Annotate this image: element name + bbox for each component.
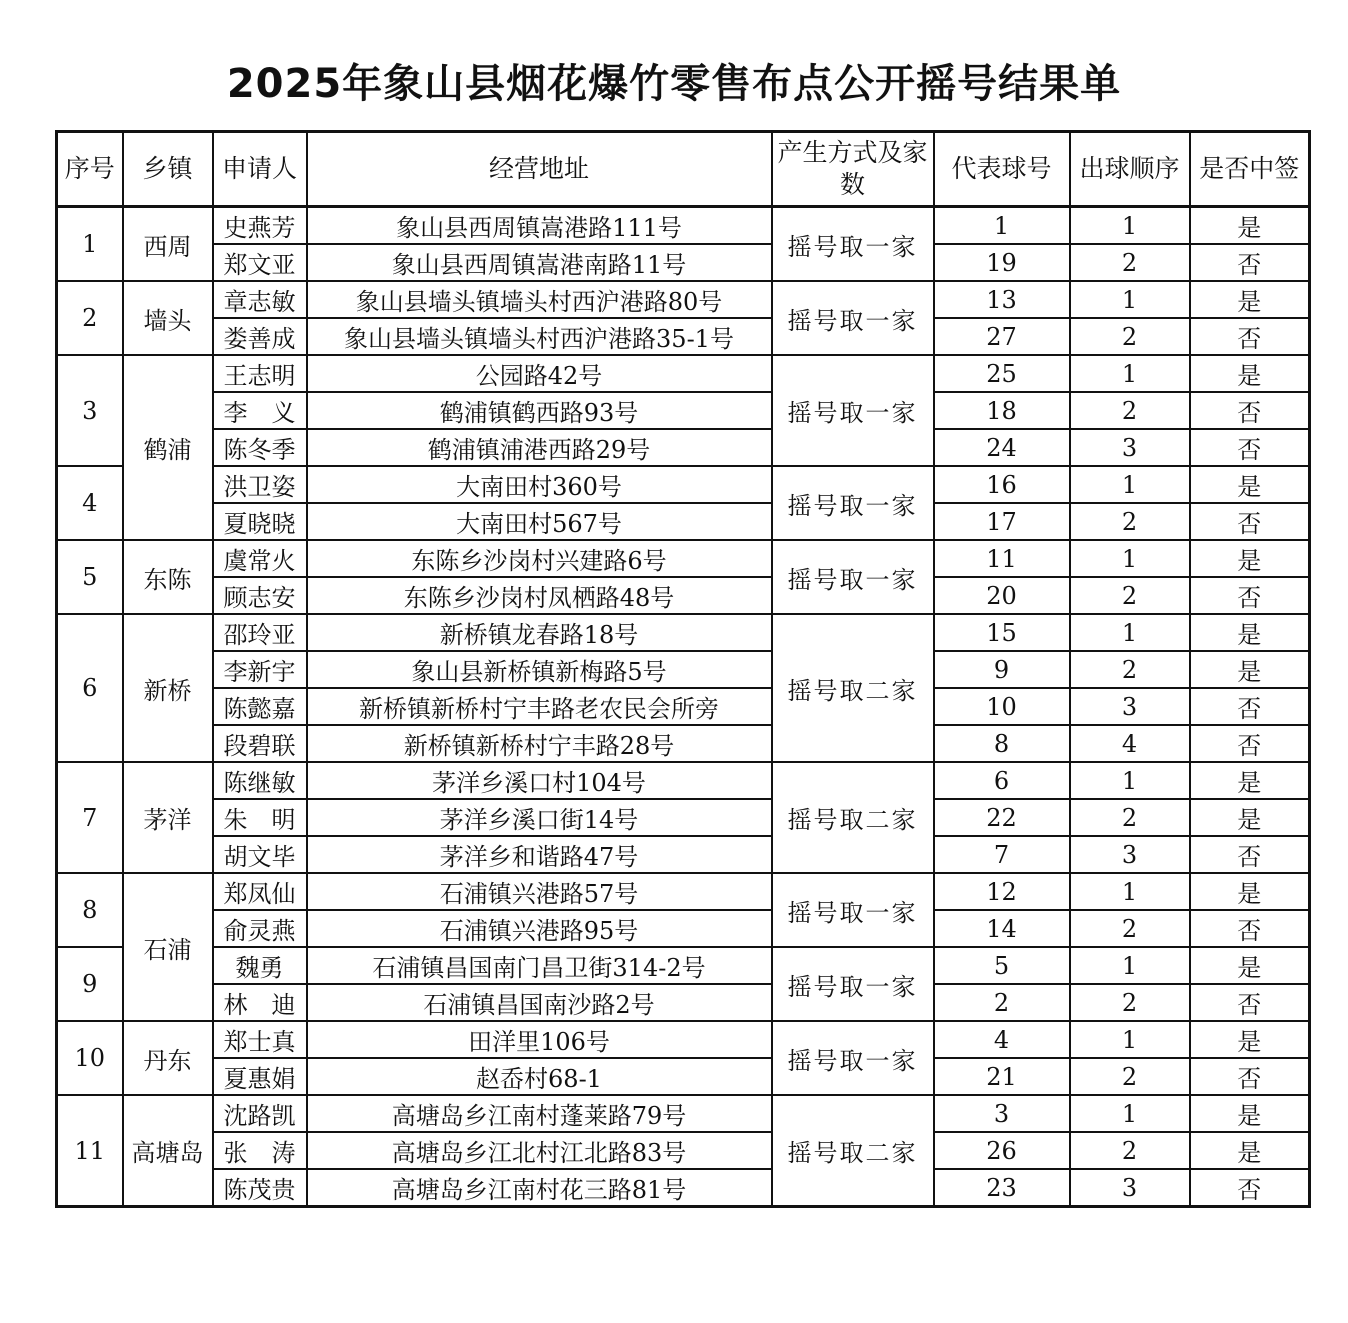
- cell-selected: 是: [1190, 873, 1310, 910]
- cell-ball: 6: [934, 762, 1070, 799]
- cell-ball: 15: [934, 614, 1070, 651]
- cell-method: 摇号取二家: [772, 1095, 934, 1207]
- cell-selected: 是: [1190, 651, 1310, 688]
- cell-order: 2: [1070, 984, 1190, 1021]
- cell-order: 1: [1070, 947, 1190, 984]
- cell-ball: 21: [934, 1058, 1070, 1095]
- cell-order: 3: [1070, 836, 1190, 873]
- cell-order: 1: [1070, 207, 1190, 245]
- table-row: [57, 318, 1310, 355]
- cell-selected: 是: [1190, 1021, 1310, 1058]
- cell-method: 摇号取一家: [772, 207, 934, 282]
- table-row: [57, 577, 1310, 614]
- table-row: [57, 651, 1310, 688]
- cell-ball: 14: [934, 910, 1070, 947]
- cell-no: 10: [57, 1021, 123, 1095]
- header-cell-order: 出球顺序: [1070, 132, 1190, 207]
- cell-applicant: 郑凤仙: [213, 873, 307, 910]
- table-row: [57, 762, 1310, 799]
- cell-address: 茅洋乡溪口街14号: [307, 799, 772, 836]
- cell-method: 摇号取二家: [772, 614, 934, 762]
- cell-no: 5: [57, 540, 123, 614]
- cell-order: 2: [1070, 1058, 1190, 1095]
- cell-applicant: 胡文毕: [213, 836, 307, 873]
- cell-selected: 是: [1190, 1132, 1310, 1169]
- cell-address: 象山县墙头镇墙头村西沪港路35-1号: [307, 318, 772, 355]
- table-row: [57, 466, 1310, 503]
- cell-selected: 是: [1190, 466, 1310, 503]
- cell-applicant: 史燕芳: [213, 207, 307, 245]
- lottery-result-table: [55, 130, 1311, 1208]
- cell-selected: 是: [1190, 281, 1310, 318]
- cell-town: 墙头: [123, 281, 213, 355]
- cell-address: 东陈乡沙岗村兴建路6号: [307, 540, 772, 577]
- cell-applicant: 朱 明: [213, 799, 307, 836]
- cell-ball: 25: [934, 355, 1070, 392]
- table-row: [57, 725, 1310, 762]
- cell-no: 8: [57, 873, 123, 947]
- cell-town: 石浦: [123, 873, 213, 1021]
- table-row: [57, 540, 1310, 577]
- cell-order: 1: [1070, 540, 1190, 577]
- cell-address: 高塘岛乡江南村蓬莱路79号: [307, 1095, 772, 1132]
- table-row: [57, 1169, 1310, 1207]
- cell-address: 大南田村360号: [307, 466, 772, 503]
- cell-order: 1: [1070, 1021, 1190, 1058]
- cell-order: 2: [1070, 503, 1190, 540]
- cell-applicant: 顾志安: [213, 577, 307, 614]
- cell-address: 新桥镇龙春路18号: [307, 614, 772, 651]
- cell-applicant: 李 义: [213, 392, 307, 429]
- table-body: [57, 207, 1310, 1207]
- table-row: [57, 503, 1310, 540]
- cell-selected: 否: [1190, 725, 1310, 762]
- cell-method: 摇号取一家: [772, 466, 934, 540]
- cell-selected: 是: [1190, 947, 1310, 984]
- cell-order: 1: [1070, 281, 1190, 318]
- cell-address: 石浦镇兴港路95号: [307, 910, 772, 947]
- table-row: [57, 614, 1310, 651]
- cell-applicant: 陈冬季: [213, 429, 307, 466]
- cell-selected: 否: [1190, 318, 1310, 355]
- table-row: [57, 910, 1310, 947]
- cell-applicant: 洪卫姿: [213, 466, 307, 503]
- cell-selected: 否: [1190, 836, 1310, 873]
- cell-selected: 否: [1190, 577, 1310, 614]
- table-row: [57, 836, 1310, 873]
- cell-town: 丹东: [123, 1021, 213, 1095]
- cell-selected: 否: [1190, 244, 1310, 281]
- cell-town: 新桥: [123, 614, 213, 762]
- cell-order: 2: [1070, 244, 1190, 281]
- cell-ball: 1: [934, 207, 1070, 245]
- cell-no: 4: [57, 466, 123, 540]
- cell-selected: 否: [1190, 984, 1310, 1021]
- cell-address: 石浦镇兴港路57号: [307, 873, 772, 910]
- cell-address: 鹤浦镇浦港西路29号: [307, 429, 772, 466]
- cell-selected: 是: [1190, 1095, 1310, 1132]
- header-cell-selected: 是否中签: [1190, 132, 1310, 207]
- cell-no: 2: [57, 281, 123, 355]
- cell-address: 高塘岛乡江南村花三路81号: [307, 1169, 772, 1207]
- table-row: [57, 429, 1310, 466]
- cell-address: 象山县西周镇嵩港路111号: [307, 207, 772, 245]
- cell-order: 2: [1070, 577, 1190, 614]
- cell-selected: 否: [1190, 688, 1310, 725]
- table-row: [57, 799, 1310, 836]
- cell-order: 1: [1070, 762, 1190, 799]
- cell-selected: 是: [1190, 762, 1310, 799]
- cell-order: 2: [1070, 910, 1190, 947]
- cell-order: 1: [1070, 873, 1190, 910]
- cell-selected: 否: [1190, 1058, 1310, 1095]
- cell-address: 赵岙村68-1: [307, 1058, 772, 1095]
- cell-ball: 3: [934, 1095, 1070, 1132]
- cell-order: 4: [1070, 725, 1190, 762]
- cell-ball: 23: [934, 1169, 1070, 1207]
- cell-applicant: 虞常火: [213, 540, 307, 577]
- table-row: [57, 688, 1310, 725]
- cell-selected: 否: [1190, 910, 1310, 947]
- cell-selected: 否: [1190, 392, 1310, 429]
- cell-order: 1: [1070, 1095, 1190, 1132]
- cell-no: 3: [57, 355, 123, 466]
- cell-address: 象山县新桥镇新梅路5号: [307, 651, 772, 688]
- cell-no: 11: [57, 1095, 123, 1207]
- cell-ball: 24: [934, 429, 1070, 466]
- cell-address: 石浦镇昌国南门昌卫街314-2号: [307, 947, 772, 984]
- cell-applicant: 俞灵燕: [213, 910, 307, 947]
- cell-applicant: 沈路凯: [213, 1095, 307, 1132]
- cell-applicant: 魏勇: [213, 947, 307, 984]
- cell-method: 摇号取一家: [772, 540, 934, 614]
- cell-address: 新桥镇新桥村宁丰路28号: [307, 725, 772, 762]
- cell-ball: 2: [934, 984, 1070, 1021]
- cell-no: 1: [57, 207, 123, 282]
- cell-order: 1: [1070, 466, 1190, 503]
- header-cell-no: 序号: [57, 132, 123, 207]
- cell-order: 2: [1070, 392, 1190, 429]
- cell-no: 9: [57, 947, 123, 1021]
- cell-ball: 17: [934, 503, 1070, 540]
- cell-address: 象山县西周镇嵩港南路11号: [307, 244, 772, 281]
- cell-applicant: 张 涛: [213, 1132, 307, 1169]
- cell-address: 象山县墙头镇墙头村西沪港路80号: [307, 281, 772, 318]
- cell-town: 东陈: [123, 540, 213, 614]
- cell-town: 西周: [123, 207, 213, 282]
- cell-applicant: 娄善成: [213, 318, 307, 355]
- cell-selected: 是: [1190, 540, 1310, 577]
- cell-selected: 是: [1190, 207, 1310, 245]
- cell-selected: 是: [1190, 614, 1310, 651]
- cell-method: 摇号取一家: [772, 947, 934, 1021]
- cell-order: 1: [1070, 355, 1190, 392]
- cell-town: 鹤浦: [123, 355, 213, 540]
- cell-applicant: 夏惠娟: [213, 1058, 307, 1095]
- cell-applicant: 章志敏: [213, 281, 307, 318]
- cell-town: 茅洋: [123, 762, 213, 873]
- cell-applicant: 陈茂贵: [213, 1169, 307, 1207]
- cell-ball: 18: [934, 392, 1070, 429]
- cell-no: 6: [57, 614, 123, 762]
- cell-ball: 8: [934, 725, 1070, 762]
- cell-address: 新桥镇新桥村宁丰路老农民会所旁: [307, 688, 772, 725]
- table-row: [57, 244, 1310, 281]
- cell-ball: 12: [934, 873, 1070, 910]
- cell-address: 东陈乡沙岗村凤栖路48号: [307, 577, 772, 614]
- table-row: [57, 281, 1310, 318]
- cell-address: 鹤浦镇鹤西路93号: [307, 392, 772, 429]
- cell-selected: 否: [1190, 429, 1310, 466]
- cell-applicant: 郑文亚: [213, 244, 307, 281]
- table-row: [57, 947, 1310, 984]
- table-row: [57, 355, 1310, 392]
- cell-ball: 13: [934, 281, 1070, 318]
- cell-order: 2: [1070, 318, 1190, 355]
- cell-ball: 26: [934, 1132, 1070, 1169]
- cell-method: 摇号取一家: [772, 873, 934, 947]
- cell-applicant: 陈继敏: [213, 762, 307, 799]
- cell-order: 2: [1070, 799, 1190, 836]
- table-row: [57, 1021, 1310, 1058]
- cell-address: 公园路42号: [307, 355, 772, 392]
- header-cell-ball: 代表球号: [934, 132, 1070, 207]
- page-title: 2025年象山县烟花爆竹零售布点公开摇号结果单: [226, 61, 1122, 107]
- cell-order: 2: [1070, 1132, 1190, 1169]
- cell-ball: 19: [934, 244, 1070, 281]
- cell-method: 摇号取一家: [772, 281, 934, 355]
- cell-applicant: 邵玲亚: [213, 614, 307, 651]
- cell-address: 石浦镇昌国南沙路2号: [307, 984, 772, 1021]
- cell-order: 1: [1070, 614, 1190, 651]
- header-cell-method: 产生方式及家数: [772, 132, 934, 207]
- cell-ball: 10: [934, 688, 1070, 725]
- table-row: [57, 1132, 1310, 1169]
- table-row: [57, 207, 1310, 245]
- table-row: [57, 873, 1310, 910]
- cell-selected: 否: [1190, 1169, 1310, 1207]
- cell-order: 3: [1070, 429, 1190, 466]
- cell-address: 田洋里106号: [307, 1021, 772, 1058]
- header-row: [57, 132, 1310, 207]
- cell-selected: 否: [1190, 503, 1310, 540]
- cell-address: 茅洋乡溪口村104号: [307, 762, 772, 799]
- cell-selected: 是: [1190, 355, 1310, 392]
- cell-no: 7: [57, 762, 123, 873]
- cell-applicant: 郑士真: [213, 1021, 307, 1058]
- cell-applicant: 陈懿嘉: [213, 688, 307, 725]
- header-cell-applicant: 申请人: [213, 132, 307, 207]
- cell-method: 摇号取一家: [772, 355, 934, 466]
- cell-address: 茅洋乡和谐路47号: [307, 836, 772, 873]
- cell-ball: 20: [934, 577, 1070, 614]
- cell-selected: 是: [1190, 799, 1310, 836]
- table-row: [57, 984, 1310, 1021]
- table-row: [57, 392, 1310, 429]
- table-row: [57, 1095, 1310, 1132]
- cell-town: 高塘岛: [123, 1095, 213, 1207]
- cell-applicant: 段碧联: [213, 725, 307, 762]
- cell-address: 高塘岛乡江北村江北路83号: [307, 1132, 772, 1169]
- cell-applicant: 夏晓晓: [213, 503, 307, 540]
- cell-order: 2: [1070, 651, 1190, 688]
- cell-applicant: 李新宇: [213, 651, 307, 688]
- cell-method: 摇号取一家: [772, 1021, 934, 1095]
- cell-ball: 5: [934, 947, 1070, 984]
- cell-ball: 27: [934, 318, 1070, 355]
- cell-applicant: 王志明: [213, 355, 307, 392]
- cell-ball: 4: [934, 1021, 1070, 1058]
- cell-applicant: 林 迪: [213, 984, 307, 1021]
- cell-address: 大南田村567号: [307, 503, 772, 540]
- cell-method: 摇号取二家: [772, 762, 934, 873]
- header-cell-address: 经营地址: [307, 132, 772, 207]
- cell-ball: 16: [934, 466, 1070, 503]
- header-cell-town: 乡镇: [123, 132, 213, 207]
- cell-order: 3: [1070, 688, 1190, 725]
- cell-order: 3: [1070, 1169, 1190, 1207]
- table-row: [57, 1058, 1310, 1095]
- cell-ball: 7: [934, 836, 1070, 873]
- cell-ball: 11: [934, 540, 1070, 577]
- cell-ball: 22: [934, 799, 1070, 836]
- cell-ball: 9: [934, 651, 1070, 688]
